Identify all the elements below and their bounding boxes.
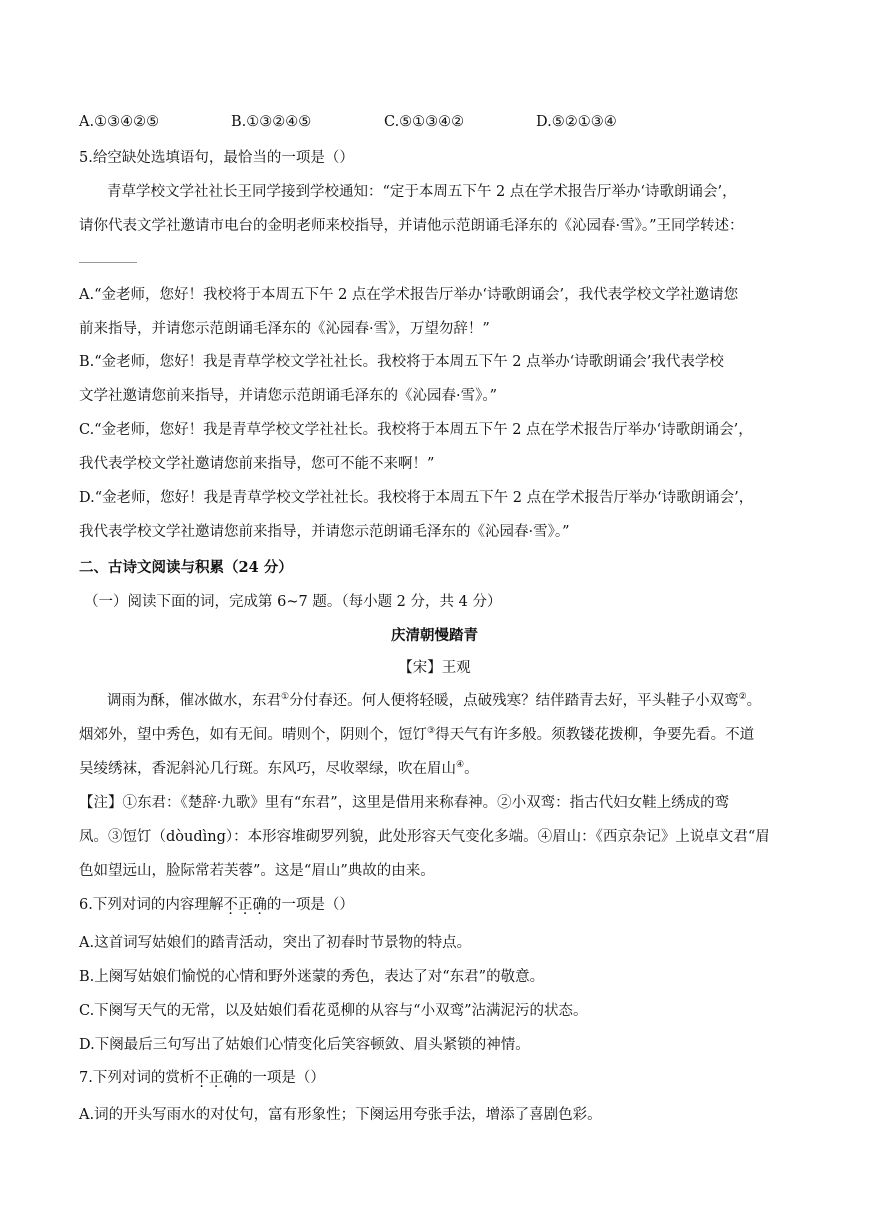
poem-note: 凤。③饾饤（dòudìng）：本形容堆砌罗列貌，此处形容天气变化多端。④眉山：《西京杂记》上说卓文君“眉: [79, 829, 770, 845]
q5-option-c-cont: 我代表学校文学社邀请您前来指导，您可不能不来啊！”: [79, 456, 435, 472]
emphasis-char: 正: [208, 1070, 224, 1086]
q5-option-a: A.“金老师，您好！我校将于本周五下午 2 点在学术报告厅举办‘诗歌朗诵会’，我代表学校文学社邀请您: [79, 287, 739, 303]
poem-line: 调雨为酥，催冰做水，东君①分付春还。何人便将轻暖，点破残寒？结伴踏青去好，平头鞋子小双鸾②。: [107, 692, 762, 709]
poem-note: 【注】①东君：《楚辞·九歌》里有“东君”，这里是借用来称春神。②小双鸾：指古代妇女鞋上绣成的鸾: [79, 795, 730, 811]
q5-option-d: D.“金老师，您好！我是青草学校文学社社长。我校将于本周五下午 2 点在学术报告厅举办‘诗歌朗诵会’，: [79, 490, 754, 506]
q5-option-d-cont: 我代表学校文学社邀请您前来指导，并请您示范朗诵毛泽东的《沁园春·雪》。”: [79, 524, 570, 540]
poem-line: 吴绫绣袜，香泥斜沁几行斑。东风巧，尽收翠绿，吹在眉山④。: [79, 760, 479, 777]
q6-option-b: B.上阕写姑娘们愉悦的心情和野外迷蒙的秀色，表达了对“东君”的敬意。: [79, 969, 545, 985]
poem-line: 烟郊外，望中秀色，如有无间。晴则个，阴则个，饾饤③得天气有许多般。须教镂花拨柳，争要先看。不道: [79, 726, 755, 743]
q6-option-a: A.这首词写姑娘们的踏青活动，突出了初春时节景物的特点。: [79, 935, 472, 951]
note-marker: ②: [738, 692, 747, 703]
emphasis-char: 正: [237, 897, 253, 913]
q5-option-b-cont: 文学社邀请您前来指导，并请您示范朗诵毛泽东的《沁园春·雪》。”: [79, 388, 498, 404]
section-subheading: （一）阅读下面的词，完成第 6~7 题。（每小题 2 分，共 4 分）: [84, 594, 502, 610]
q4-option-a: A.①③④②⑤: [79, 114, 160, 130]
emphasis-char: 不: [194, 1070, 209, 1086]
q6-option-d: D.下阕最后三句写出了姑娘们心情变化后笑容顿敛、眉头紧锁的神情。: [79, 1037, 530, 1053]
q5-passage-line: 请你代表文学社邀请市电台的金明老师来校指导，并请他示范朗诵毛泽东的《沁园春·雪》。”王同学转述：: [79, 218, 744, 234]
q4-options: [79, 114, 679, 136]
q4-option-c: C.⑤①③④②: [384, 114, 465, 130]
poem-author: 【宋】王观: [398, 660, 471, 676]
emphasis-char: 确: [252, 897, 267, 913]
q4-option-b: B.①③②④⑤: [231, 114, 312, 130]
q5-option-c: C.“金老师，您好！我是青草学校文学社社长。我校将于本周五下午 2 点在学术报告厅举办‘诗歌朗诵会’，: [79, 422, 753, 438]
q7-option-a: A.词的开头写雨水的对仗句，富有形象性；下阕运用夸张手法，增添了喜剧色彩。: [79, 1107, 602, 1123]
q5-option-b: B.“金老师，您好！我是青草学校文学社社长。我校将于本周五下午 2 点举办‘诗歌朗诵会’我代表学校: [79, 354, 724, 370]
note-marker: ③: [427, 726, 436, 737]
q7-stem: 7.下列对词的赏析不正确的一项是（）: [79, 1070, 325, 1086]
note-marker: ④: [456, 760, 465, 771]
note-marker: ①: [281, 692, 290, 703]
q6-stem: 6.下列对词的内容理解不正确的一项是（）: [79, 897, 354, 913]
emphasis-char: 不: [223, 897, 238, 913]
section-heading: 二、古诗文阅读与积累（24 分）: [79, 559, 293, 576]
emphasis-char: 确: [223, 1070, 238, 1086]
q5-passage-line: 青草学校文学社社长王同学接到学校通知：“定于本周五下午 2 点在学术报告厅举办‘诗歌朗诵会’，: [107, 184, 737, 200]
poem-title: 庆清朝慢踏青: [391, 627, 478, 644]
q6-option-c: C.下阕写天气的无常，以及姑娘们看花觅柳的从容与“小双鸾”沾满泥污的状态。: [79, 1003, 588, 1019]
poem-note: 色如望远山，脸际常若芙蓉”。这是“眉山”典故的由来。: [79, 863, 435, 879]
q5-stem: 5.给空缺处选填语句，最恰当的一项是（）: [79, 150, 354, 166]
q5-option-a-cont: 前来指导，并请您示范朗诵毛泽东的《沁园春·雪》，万望勿辞！”: [79, 321, 490, 337]
answer-blank: [79, 262, 137, 263]
q4-option-d: D.⑤②①③④: [536, 114, 617, 130]
